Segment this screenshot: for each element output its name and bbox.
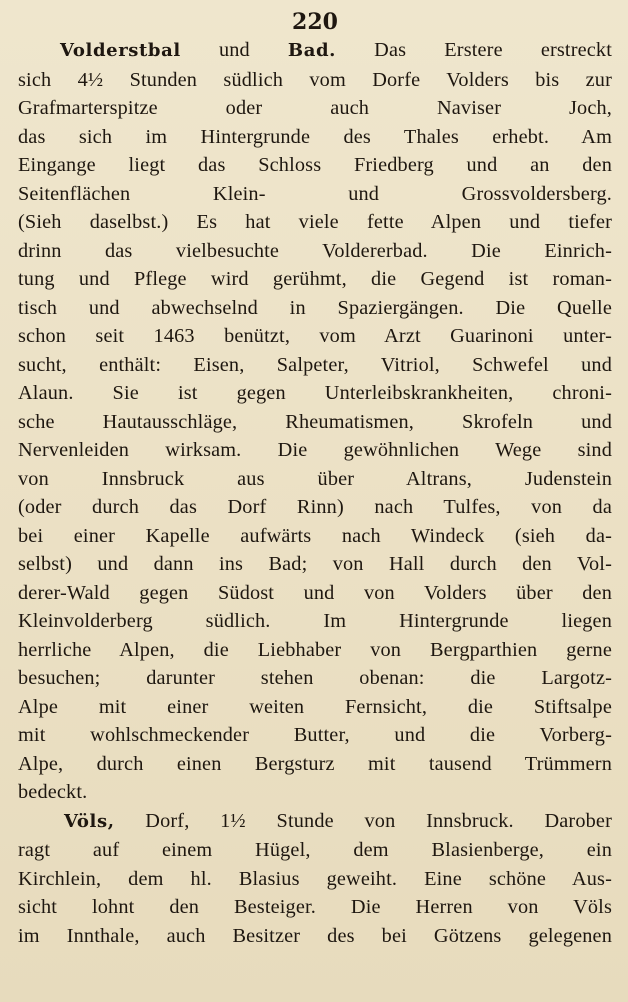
text-line xyxy=(18,807,612,837)
text-line: besuchen; darunter stehen obenan: die Largotz- xyxy=(18,667,612,689)
text-line: Alpe mit einer weiten Fernsicht, die Stiftsalpe xyxy=(18,695,612,718)
text-line: sche Hautausschläge, Rheumatismen, Skrofeln und xyxy=(18,410,612,433)
text-line: Alpe, durch einen Bergsturz mit tausend Trümmern xyxy=(18,752,612,775)
text-line: tung und Pflege wird gerühmt, die Gegend ist roman- xyxy=(18,268,612,290)
text-line: sich 4½ Stunden südlich vom Dorfe Volders bis zur xyxy=(18,68,612,91)
text-line: drinn das vielbesuchte Voldererbad. Die Einrich- xyxy=(18,239,612,262)
text-line: Seitenflächen Klein- und Grossvoldersberg. xyxy=(18,182,612,205)
entry-volderstbal xyxy=(18,36,612,807)
headword: Volderstbal xyxy=(60,40,181,61)
text-line: Grafmarterspitze oder auch Naviser Joch, xyxy=(18,97,612,119)
text-line: sicht lohnt den Besteiger. Die Herren von Völs xyxy=(18,896,612,918)
text-line: Kleinvolderberg südlich. Im Hintergrunde liegen xyxy=(18,610,612,632)
text-line: selbst) und dann ins Bad; von Hall durch den Vol- xyxy=(18,553,612,575)
text-line xyxy=(18,36,612,66)
text-line: derer-Wald gegen Südost und von Volders über den xyxy=(18,581,612,604)
text-fragment: Das Erstere erstreckt xyxy=(374,39,612,61)
text-line: mit wohlschmeckender Butter, und die Vorberg- xyxy=(18,724,612,746)
text-line: sucht, enthält: Eisen, Salpeter, Vitriol, Schwefel und xyxy=(18,353,612,376)
text-line: Nervenleiden wirksam. Die gewöhnlichen Wege sind xyxy=(18,439,612,461)
text-line: ragt auf einem Hügel, dem Blasienberge, ein xyxy=(18,839,612,861)
headword-secondary: Bad. xyxy=(287,40,337,61)
text-fragment: und xyxy=(218,39,250,61)
text-line: Eingange liegt das Schloss Friedberg und an den xyxy=(18,154,612,176)
text-line: Kirchlein, dem hl. Blasius geweiht. Eine schöne Aus- xyxy=(18,867,612,890)
text-line: Alaun. Sie ist gegen Unterleibskrankheiten, chroni- xyxy=(18,382,612,404)
text-line: herrliche Alpen, die Liebhaber von Bergparthien gerne xyxy=(18,638,612,661)
text-line: das sich im Hintergrunde des Thales erhebt. Am xyxy=(18,125,612,148)
text-line: im Innthale, auch Besitzer des bei Götzens gelegenen xyxy=(18,924,612,947)
headword: Völs, xyxy=(64,810,115,832)
entry-voels xyxy=(18,807,612,951)
text-line: (oder durch das Dorf Rinn) nach Tulfes, von da xyxy=(18,496,612,518)
text-line: bedeckt. xyxy=(18,781,88,803)
text-line: tisch und abwechselnd in Spaziergängen. Die Quelle xyxy=(18,296,612,319)
text-line: schon seit 1463 benützt, vom Arzt Guarinoni unter- xyxy=(18,325,612,347)
text-line: (Sieh daselbst.) Es hat viele fette Alpen und tiefer xyxy=(18,211,612,233)
page-number: 220 xyxy=(292,9,338,35)
text-line: bei einer Kapelle aufwärts nach Windeck (sieh da- xyxy=(18,524,612,547)
text-fragment: Dorf, 1½ Stunde von Innsbruck. Darober xyxy=(145,809,612,832)
text-line: von Innsbruck aus über Altrans, Judenstein xyxy=(18,467,612,490)
